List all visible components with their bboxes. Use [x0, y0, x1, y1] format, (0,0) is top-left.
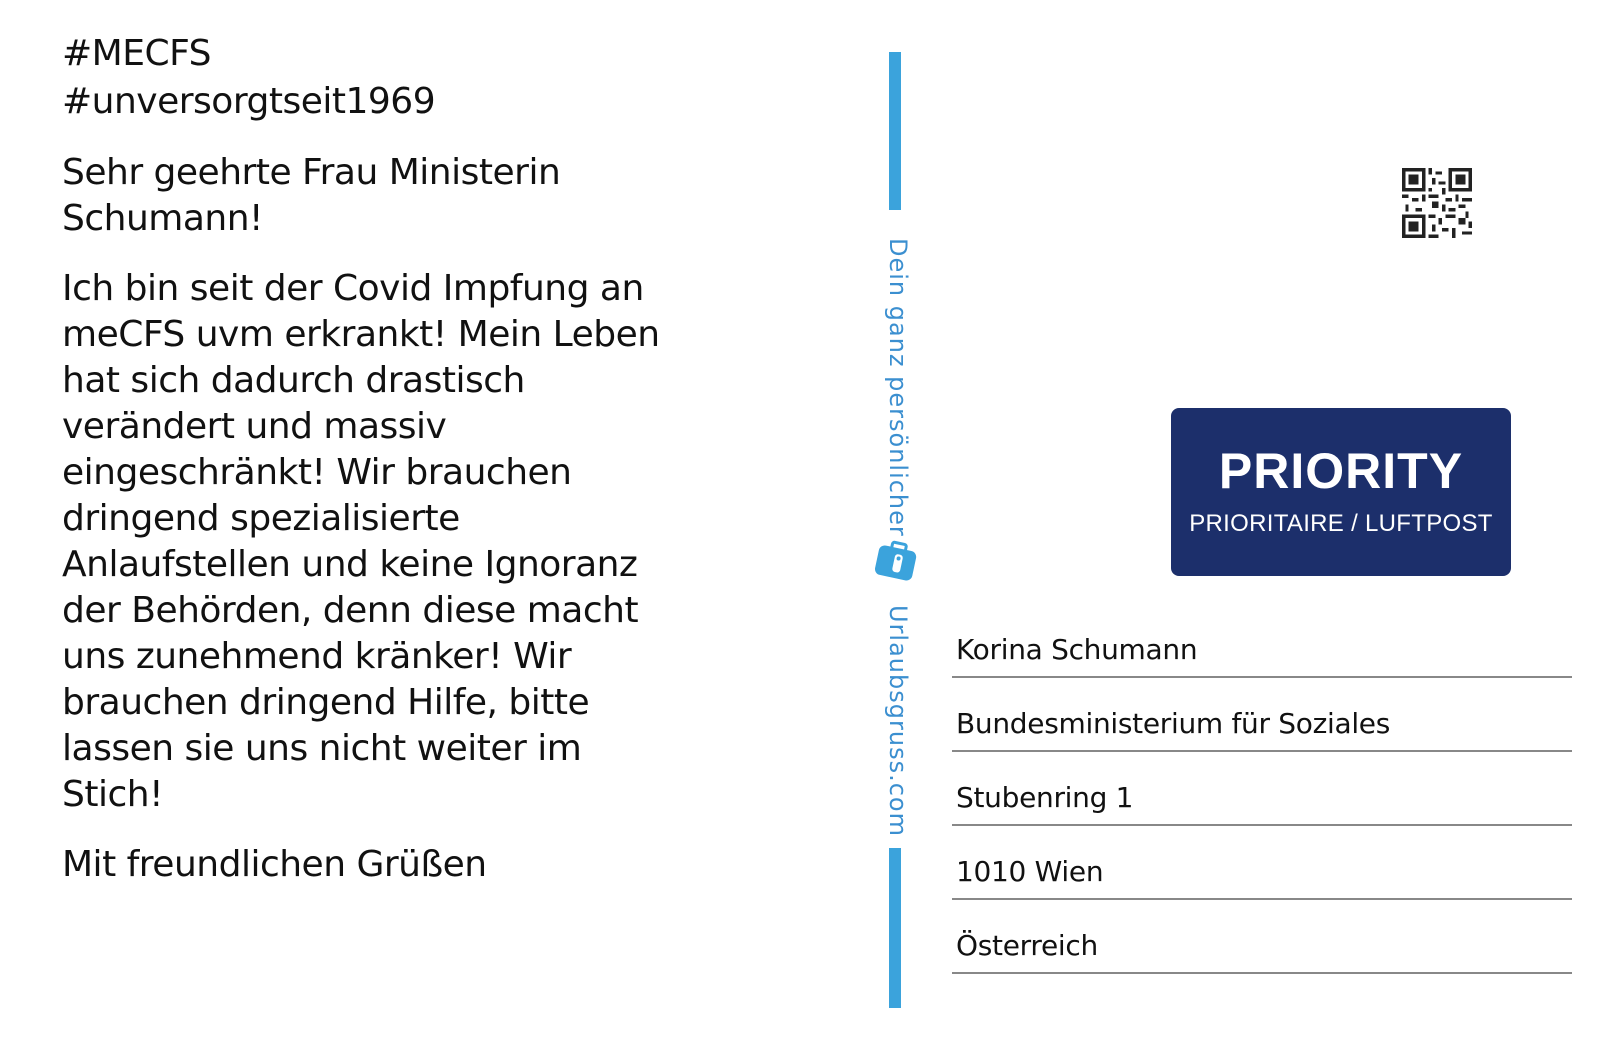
- message-line: eingeschränkt! Wir brauchen: [62, 452, 572, 493]
- salutation: [62, 150, 802, 242]
- hashtags: [62, 30, 802, 126]
- message-line: brauchen dringend Hilfe, bitte: [62, 682, 590, 723]
- salutation-line: Schumann!: [62, 198, 263, 239]
- priority-subtitle: PRIORITAIRE / LUFTPOST: [1189, 510, 1493, 537]
- message-line: meCFS uvm erkrankt! Mein Leben: [62, 314, 660, 355]
- country-name: Österreich: [956, 929, 1098, 962]
- qr-code-icon: [1402, 168, 1472, 238]
- message-line: Anlaufstellen und keine Ignoranz: [62, 544, 638, 585]
- closing: [62, 842, 802, 888]
- address-line-city: [952, 826, 1572, 900]
- priority-label: [1171, 408, 1511, 576]
- message-line: lassen sie uns nicht weiter im: [62, 728, 582, 769]
- message-line: uns zunehmend kränker! Wir: [62, 636, 572, 677]
- message-line: verändert und massiv: [62, 406, 447, 447]
- organization-name: Bundesministerium für Soziales: [956, 707, 1391, 740]
- divider-bar-bottom: [889, 848, 901, 1008]
- hashtag: #unversorgtseit1969: [62, 81, 436, 122]
- message-line: der Behörden, denn diese macht: [62, 590, 639, 631]
- hashtag: #MECFS: [62, 33, 212, 74]
- address-line-organization: [952, 678, 1572, 752]
- suitcase-icon: [870, 536, 922, 586]
- message-line: Ich bin seit der Covid Impfung an: [62, 268, 644, 309]
- address-line-street: [952, 752, 1572, 826]
- street-address: Stubenring 1: [956, 781, 1134, 814]
- divider-bar-top: [889, 52, 901, 210]
- divider-tagline: Dein ganz persönlicher: [884, 238, 912, 537]
- salutation-line: Sehr geehrte Frau Ministerin: [62, 152, 561, 193]
- divider-website: Urlaubsgruss.com: [884, 605, 912, 837]
- message-line: Stich!: [62, 774, 164, 815]
- address-line-country: [952, 900, 1572, 974]
- message-line: dringend spezialisierte: [62, 498, 460, 539]
- address-line-recipient: [952, 604, 1572, 678]
- address-block: [952, 604, 1572, 974]
- city-postal: 1010 Wien: [956, 855, 1104, 888]
- message-body: [62, 266, 802, 818]
- closing-line: Mit freundlichen Grüßen: [62, 844, 487, 885]
- priority-title: PRIORITY: [1218, 443, 1464, 499]
- handwritten-message: [62, 30, 802, 888]
- message-line: hat sich dadurch drastisch: [62, 360, 525, 401]
- recipient-name: Korina Schumann: [956, 633, 1198, 666]
